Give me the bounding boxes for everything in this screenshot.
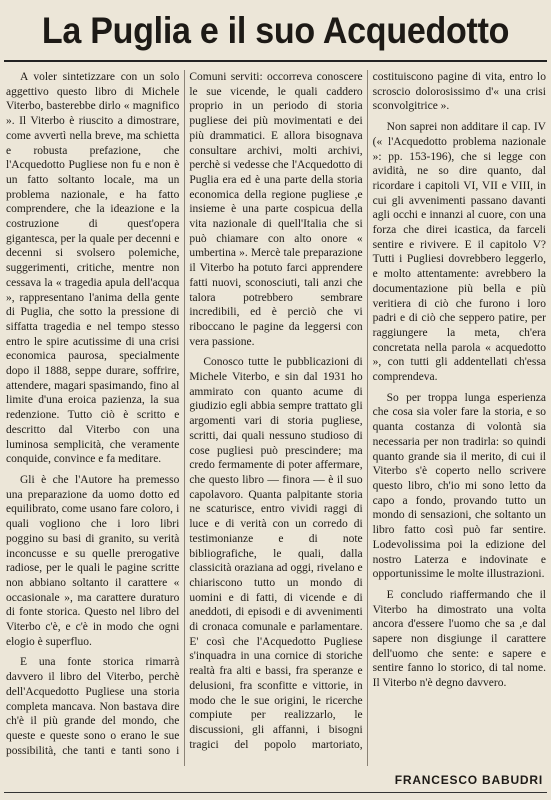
article-paragraph: E concludo riaffermando che il Viterbo ha dimostrato una volta ancora d'essere l'uomo che sa ,e dal sapere non disgiunge il carattere dell'uomo che sente: e sapere e sentire fanno lo storico, di tal nome. Il Viterbo n'è degno davvero. (372, 588, 546, 690)
article-headline: La Puglia e il suo Acquedotto (41, 10, 510, 51)
article-body (6, 70, 546, 766)
bottom-rule (4, 792, 547, 793)
headline-rule (4, 60, 547, 62)
article-paragraph: A voler sintetizzare con un solo aggettivo questo libro di Michele Viterbo, basterebbe dirlo « magnifico ». Il Viterbo è riuscito a dimostrare, come avvertì nella breve, ma schietta e robusta prefazione, che l'Acquedotto Pugliese non fu e non è un fatto soltanto locale, ma un problema nazionale, e ha fatto comprendere, che la ideazione e la costruzione di quest'opera gigantesca, per la quale per decenni e decenni si svolsero polemiche, suggerimenti, critiche, mentre non cessava la « tragedia apula dell'acqua », rappresentano l'anima della gente di Puglia, che sotto la pressione di siffatta tragedia e nel tempo stesso entro le spire acutissime di una crisi economica paurosa, specialmente dopo il 1888, seppe durare, soffrire, attendere, magari spasimando, fino al limite d'una eroica pazienza, la sua redenzione. Tutto ciò è scritto e descritto dal Viterbo con una luminosa semplicità, che veramente conquide, convince e fa meditare. (6, 71, 180, 466)
article-paragraph: Conosco tutte le pubblicazioni di Michele Viterbo, e sin dal 1931 ho ammirato con quanto acume di giudizio egli abbia sempre trattato gli argomenti vari di storia pugliese, scritti, dai quali nessuno studioso di cose pugliesi può prescindere; ma credo fermamente di poter affermare, che questo libro — finora — è il suo capolavoro. Quanta palpitante storia ne scaturisce, entro vividi raggi di luce e di verità con un corredo di testimonianze e di note bibliografiche, le quali, dalla classicità oraziana ad oggi, rivelano e chiariscono tutto un mondo di uomini e di fatti, di vicende e di aneddoti, di episodi e di avvenimenti di cronaca comunale e parlamentare. E' così che l'Acquedotto Pugliese s'inquadra in una cornice di storiche realtà fra alti e bassi, fra speranze e delusioni, fra sconfitte e vittorie, in modo che le sue origini, le ricerche compiute per realizzarlo, le discussioni, gli affanni, i bisogni tragici del popolo martoriato, costituiscono pagine di vita, entro lo scroscio dolorosissimo d'« una crisi sconvolgitrice ». (189, 71, 546, 751)
author-signature: FRANCESCO BABUDRI (394, 773, 543, 787)
article-paragraph: E una fonte storica rimarrà davvero il libro del Viterbo, perchè dell'Acquedotto Pugliese una storia completa mancava. Non bastava dire ch'è il più grande del mondo, che queste e queste sono o erano le sue possibilità, che tanti e tanti sono i Comuni serviti: occorreva conoscere le sue vicende, le quali caddero proprio in un periodo di storia pugliese dei più movimentati e dei più drammatici. E allora bisognava consultare archivi, molti archivi, perchè si vedesse che l'Acquedotto di Puglia era ed è una parte della storia economica della regione pugliese ,e insieme è una parte cospicua della vita nazionale di quell'Italia che si può chiamare con alto onore « umbertina ». Mercè tale preparazione il Viterbo ha potuto farci apprendere fatti nuovi, sconosciuti, tali anzi che talora potrebbero sembrare incredibili, ed è perciò che vi riboccano le pagine da leggersi con vera passione. (6, 71, 363, 757)
article-paragraph: So per troppa lunga esperienza che cosa sia voler fare la storia, e so quanta costanza di volontà sia necessaria per non tradirla: so quindi quanto grande sia il merito, di cui il Viterbo s'è coperto nello scrivere questo libro, ch'io mi sono letto da capo a fondo, provando tutto un mondo di sensazioni, che soltanto un libro fatto così può far sentire. Lodevolissima poi la edizione del nostro Laterza e indovinate e opportunissime le molte illustrazioni. (372, 391, 546, 581)
article-paragraph: Gli è che l'Autore ha premesso una preparazione da uomo dotto ed equilibrato, come usano fare coloro, i quali vogliono che i loro libri poggino su basi di granito, su verità inconcusse e su quelle prerogative radiose, per le quali le pagine scritte non abbiano soltanto il carattere « occasionale », ma carattere duraturo di fonte storica. Questo nel libro del Viterbo c'è, e c'è in modo che ogni elogio è superfluo. (6, 473, 180, 648)
article-paragraph: Non saprei non additare il cap. IV (« l'Acquedotto problema nazionale »: pp. 153-196), che si legge con avidità, ne so dire quanto, dal ricordare i capitoli VI, VII e VIII, in cui gli avvenimenti passano davanti agli occhi e innanzi al cuore, con una forza che direi icastica, da farceli sentire e rivivere. E il capitolo V? Tutti i Pugliesi dovrebbero leggerlo, e molto attentamente: avrebbero la documentazione più bella e più veritiera di ciò che furono i loro padri e di ciò che seppero patire, per raggiungere la meta, ch'era concretata nella parola « acquedotto », con tutti gli addentellati ch'essa comprendeva. (372, 121, 546, 384)
